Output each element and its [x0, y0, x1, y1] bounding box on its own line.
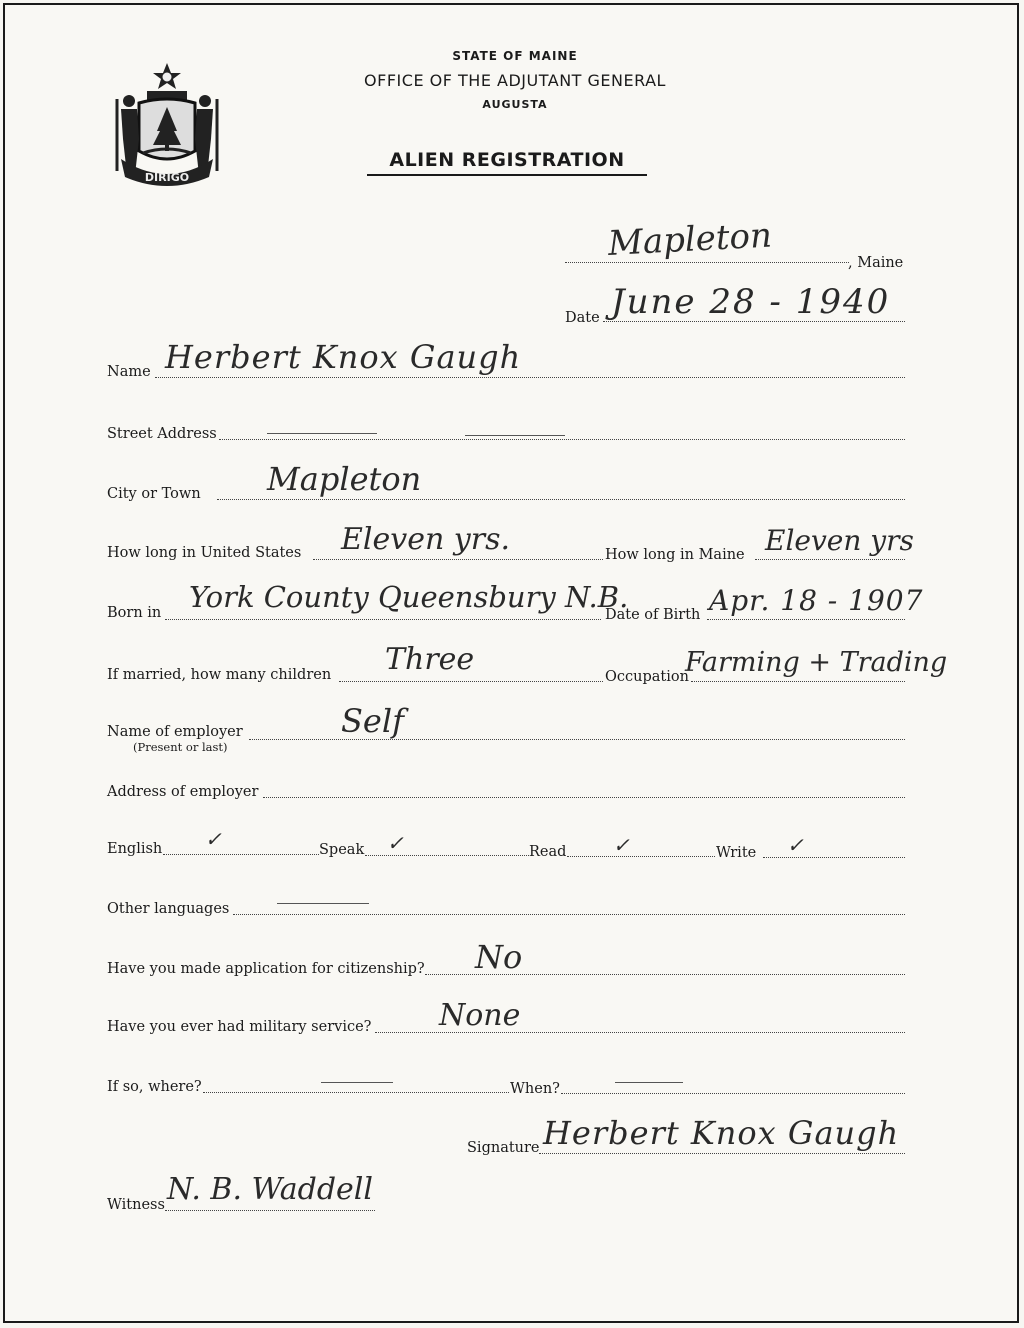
military-label: Have you ever had military service? — [107, 1019, 372, 1035]
date-value: June 28 - 1940 — [611, 282, 891, 322]
form-title: ALIEN REGISTRATION — [389, 149, 625, 171]
children-line — [339, 681, 603, 682]
english-line — [163, 854, 319, 855]
how-long-maine-line — [755, 559, 905, 560]
speak-line — [365, 855, 529, 856]
read-label: Read — [529, 844, 567, 860]
children-label: If married, how many children — [107, 667, 332, 683]
street-address-line — [219, 439, 905, 440]
when-dash — [615, 1082, 683, 1083]
street-address-label: Street Address — [107, 426, 217, 442]
signature-value: Herbert Knox Gaugh — [543, 1114, 900, 1152]
read-checkmark-icon: ✓ — [613, 833, 630, 857]
how-long-us-label: How long in United States — [107, 545, 302, 561]
employer-note: (Present or last) — [133, 740, 228, 754]
employer-address-line — [263, 797, 905, 798]
military-value: None — [439, 998, 521, 1033]
how-long-maine-label: How long in Maine — [605, 547, 745, 563]
write-checkmark-icon: ✓ — [787, 833, 804, 857]
citizenship-value: No — [475, 938, 523, 976]
how-long-maine-value: Eleven yrs — [765, 524, 914, 557]
date-label: Date — [565, 310, 600, 326]
employer-label: Name of employer — [107, 724, 243, 740]
svg-text:DIRIGO: DIRIGO — [144, 171, 190, 184]
name-value: Herbert Knox Gaugh — [165, 338, 522, 376]
if-so-where-dash — [321, 1082, 393, 1083]
employer-value: Self — [341, 702, 404, 740]
speak-checkmark-icon: ✓ — [387, 831, 404, 855]
if-so-where-label: If so, where? — [107, 1079, 202, 1095]
city-town-label: City or Town — [107, 486, 201, 502]
street-address-dash — [267, 433, 377, 434]
if-so-where-line — [203, 1092, 509, 1093]
state-heading: STATE OF MAINE — [452, 49, 578, 63]
speak-label: Speak — [319, 842, 365, 858]
employer-address-label: Address of employer — [107, 784, 259, 800]
name-label: Name — [107, 364, 151, 380]
date-of-birth-line — [707, 619, 905, 620]
how-long-us-line — [313, 559, 603, 560]
other-languages-line — [233, 914, 905, 915]
street-address-dash-2 — [465, 435, 565, 436]
occupation-line — [691, 681, 905, 682]
maine-label: , Maine — [848, 255, 904, 271]
date-of-birth-value: Apr. 18 - 1907 — [709, 584, 924, 617]
date-of-birth-label: Date of Birth — [605, 607, 701, 623]
born-in-line — [165, 619, 601, 620]
children-value: Three — [385, 642, 475, 677]
other-languages-label: Other languages — [107, 901, 230, 917]
city-heading: AUGUSTA — [482, 98, 548, 111]
signature-line — [539, 1153, 905, 1154]
town-value: Mapleton — [607, 215, 773, 264]
born-in-value: York County Queensbury N.B. — [189, 580, 629, 614]
name-line — [155, 377, 905, 378]
witness-value: N. B. Waddell — [167, 1172, 373, 1207]
write-label: Write — [716, 845, 757, 861]
write-line — [763, 857, 905, 858]
form-page — [3, 3, 1019, 1323]
maine-seal-icon — [109, 59, 225, 189]
city-town-value: Mapleton — [267, 460, 422, 498]
born-in-label: Born in — [107, 605, 162, 621]
read-line — [567, 856, 715, 857]
when-label: When? — [510, 1081, 560, 1097]
witness-line — [165, 1210, 375, 1211]
other-languages-dash — [277, 903, 369, 904]
office-heading: OFFICE OF THE ADJUTANT GENERAL — [364, 71, 666, 90]
citizenship-label: Have you made application for citizenship? — [107, 961, 425, 977]
english-label: English — [107, 841, 163, 857]
signature-label: Signature — [467, 1140, 540, 1156]
witness-label: Witness — [107, 1197, 165, 1213]
title-underline — [367, 174, 647, 176]
when-line — [561, 1093, 905, 1094]
how-long-us-value: Eleven yrs. — [341, 522, 511, 557]
occupation-value: Farming + Trading — [685, 647, 948, 678]
english-checkmark-icon: ✓ — [205, 827, 222, 851]
town-line — [565, 262, 849, 263]
occupation-label: Occupation — [605, 669, 689, 685]
city-town-line — [217, 499, 905, 500]
